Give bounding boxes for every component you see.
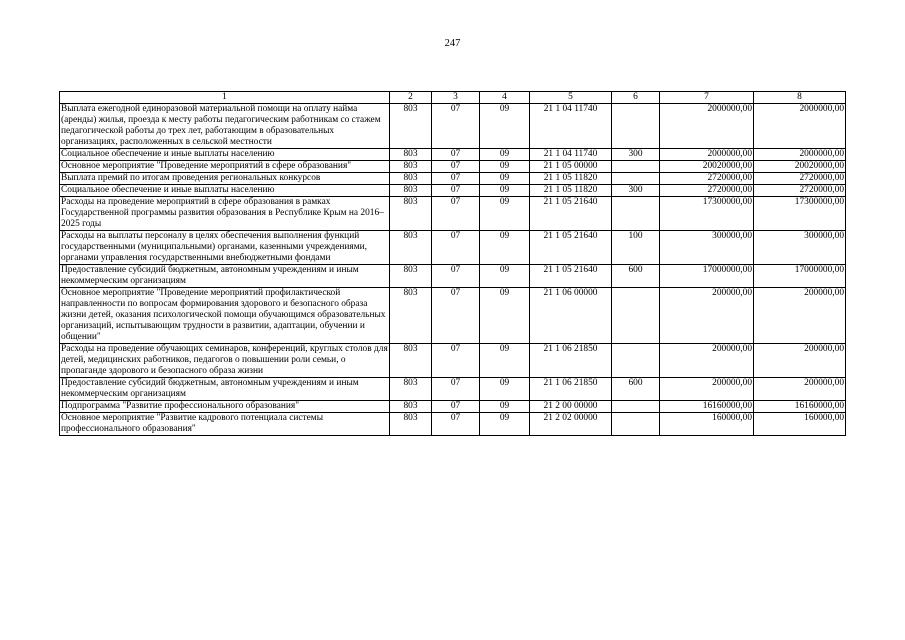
amount-cell: 20020000,00 — [660, 161, 754, 173]
row-label: Предоставление субсидий бюджетным, автономным учреждениям и иным некоммерческим организациям — [60, 265, 390, 288]
amount-cell: 2720000,00 — [660, 185, 754, 197]
amount-cell: 160000,00 — [754, 413, 846, 436]
admin-code-cell: 803 — [390, 161, 432, 173]
header-row — [60, 92, 846, 104]
subsection-code-cell: 09 — [480, 288, 530, 344]
admin-code-cell: 803 — [390, 185, 432, 197]
row-label: Основное мероприятие "Проведение мероприятий профилактической направленности по вопросам формирования здорового и безопасного образа жизни детей, оказания психологической помощи обучающимся образовательных организаций, испытывающим трудности в развитии, адаптации, обучении и общении" — [60, 288, 390, 344]
table-row — [60, 185, 846, 197]
subsection-code-cell: 09 — [480, 173, 530, 185]
amount-cell: 200000,00 — [754, 378, 846, 401]
amount-cell: 2000000,00 — [660, 149, 754, 161]
amount-cell: 17300000,00 — [754, 197, 846, 231]
section-code-cell: 07 — [432, 378, 480, 401]
amount-cell: 2720000,00 — [754, 185, 846, 197]
section-code-cell: 07 — [432, 413, 480, 436]
section-code-cell: 07 — [432, 401, 480, 413]
target-article-cell: 21 2 02 00000 — [530, 413, 612, 436]
target-article-cell: 21 2 00 00000 — [530, 401, 612, 413]
row-label: Расходы на проведение мероприятий в сфере образования в рамках Государственной программы развития образования в Республике Крым на 2016–2025 годы — [60, 197, 390, 231]
table-row — [60, 378, 846, 401]
budget-table — [59, 91, 846, 436]
section-code-cell: 07 — [432, 104, 480, 149]
table-row — [60, 149, 846, 161]
header-cell: 4 — [480, 92, 530, 104]
row-label: Основное мероприятие "Проведение мероприятий в сфере образования" — [60, 161, 390, 173]
table-row — [60, 401, 846, 413]
target-article-cell: 21 1 05 21640 — [530, 197, 612, 231]
section-code-cell: 07 — [432, 231, 480, 265]
amount-cell: 200000,00 — [660, 378, 754, 401]
row-label: Расходы на выплаты персоналу в целях обеспечения выполнения функций государственными (муниципальными) органами, казенными учреждениями, органами управления государственными внебюджетными фондами — [60, 231, 390, 265]
amount-cell: 200000,00 — [754, 344, 846, 378]
subsection-code-cell: 09 — [480, 401, 530, 413]
amount-cell: 20020000,00 — [754, 161, 846, 173]
header-cell: 3 — [432, 92, 480, 104]
admin-code-cell: 803 — [390, 344, 432, 378]
admin-code-cell: 803 — [390, 401, 432, 413]
expense-type-cell: 300 — [612, 149, 660, 161]
admin-code-cell: 803 — [390, 231, 432, 265]
expense-type-cell — [612, 161, 660, 173]
subsection-code-cell: 09 — [480, 185, 530, 197]
amount-cell: 160000,00 — [660, 413, 754, 436]
subsection-code-cell: 09 — [480, 344, 530, 378]
table-row — [60, 413, 846, 436]
amount-cell: 16160000,00 — [660, 401, 754, 413]
admin-code-cell: 803 — [390, 288, 432, 344]
row-label: Основное мероприятие "Развитие кадрового потенциала системы профессионального образования" — [60, 413, 390, 436]
amount-cell: 300000,00 — [660, 231, 754, 265]
table-row — [60, 288, 846, 344]
row-label: Расходы на проведение обучающих семинаров, конференций, круглых столов для детей, медицинских работников, педагогов о повышении роли семьи, о пропаганде здорового и безопасного образа жизни — [61, 344, 388, 376]
expense-type-cell: 300 — [612, 185, 660, 197]
row-label: Предоставление субсидий бюджетным, автономным учреждениям и иным некоммерческим организациям — [60, 378, 390, 401]
target-article-cell: 21 1 06 21850 — [530, 378, 612, 401]
section-code-cell: 07 — [432, 161, 480, 173]
section-code-cell: 07 — [432, 173, 480, 185]
subsection-code-cell: 09 — [480, 265, 530, 288]
amount-cell: 16160000,00 — [754, 401, 846, 413]
admin-code-cell: 803 — [390, 197, 432, 231]
header-cell: 1 — [60, 92, 390, 104]
header-cell: 7 — [660, 92, 754, 104]
subsection-code-cell: 09 — [480, 197, 530, 231]
expense-type-cell — [612, 173, 660, 185]
amount-cell: 200000,00 — [660, 344, 754, 378]
header-cell: 2 — [390, 92, 432, 104]
admin-code-cell: 803 — [390, 173, 432, 185]
expense-type-cell: 600 — [612, 265, 660, 288]
amount-cell: 300000,00 — [754, 231, 846, 265]
target-article-cell: 21 1 04 11740 — [530, 104, 612, 149]
table-row — [60, 197, 846, 231]
amount-cell: 200000,00 — [754, 288, 846, 344]
target-article-cell: 21 1 04 11740 — [530, 149, 612, 161]
expense-type-cell — [612, 104, 660, 149]
amount-cell: 2000000,00 — [660, 104, 754, 149]
amount-cell: 17000000,00 — [754, 265, 846, 288]
table-row — [60, 173, 846, 185]
target-article-cell: 21 1 05 11820 — [530, 173, 612, 185]
expense-type-cell — [612, 344, 660, 378]
section-code-cell: 07 — [432, 288, 480, 344]
expense-type-cell — [612, 413, 660, 436]
row-label: Социальное обеспечение и иные выплаты населению — [60, 185, 390, 197]
target-article-cell: 21 1 05 21640 — [530, 265, 612, 288]
amount-cell: 2720000,00 — [660, 173, 754, 185]
target-article-cell: 21 1 05 11820 — [530, 185, 612, 197]
table-row — [60, 344, 846, 378]
subsection-code-cell: 09 — [480, 104, 530, 149]
header-cell: 6 — [612, 92, 660, 104]
target-article-cell: 21 1 05 21640 — [530, 231, 612, 265]
amount-cell: 17000000,00 — [660, 265, 754, 288]
subsection-code-cell: 09 — [480, 161, 530, 173]
target-article-cell: 21 1 06 00000 — [530, 288, 612, 344]
subsection-code-cell: 09 — [480, 378, 530, 401]
expense-type-cell — [612, 401, 660, 413]
admin-code-cell: 803 — [390, 265, 432, 288]
row-label: Социальное обеспечение и иные выплаты населению — [60, 149, 390, 161]
header-cell: 8 — [754, 92, 846, 104]
admin-code-cell: 803 — [390, 149, 432, 161]
subsection-code-cell: 09 — [480, 413, 530, 436]
admin-code-cell: 803 — [390, 378, 432, 401]
row-label: Выплата ежегодной единоразовой материальной помощи на оплату найма (аренды) жилья, проезда к месту работы педагогическим работникам со стажем педагогической работы до трех лет, работающим в образовательных организациях, расположенных в сельской местности — [60, 104, 390, 149]
table-row — [60, 265, 846, 288]
admin-code-cell: 803 — [390, 413, 432, 436]
row-label: Выплата премий по итогам проведения региональных конкурсов — [60, 173, 390, 185]
target-article-cell: 21 1 05 00000 — [530, 161, 612, 173]
admin-code-cell: 803 — [390, 104, 432, 149]
amount-cell: 2000000,00 — [754, 149, 846, 161]
table-row — [60, 231, 846, 265]
amount-cell: 2000000,00 — [754, 104, 846, 149]
expense-type-cell: 600 — [612, 378, 660, 401]
amount-cell: 17300000,00 — [660, 197, 754, 231]
section-code-cell: 07 — [432, 265, 480, 288]
section-code-cell: 07 — [432, 149, 480, 161]
subsection-code-cell: 09 — [480, 149, 530, 161]
page-number: 247 — [444, 38, 461, 49]
expense-type-cell — [612, 288, 660, 344]
section-code-cell: 07 — [432, 197, 480, 231]
table-row — [60, 161, 846, 173]
section-code-cell: 07 — [432, 185, 480, 197]
header-cell: 5 — [530, 92, 612, 104]
section-code-cell: 07 — [432, 344, 480, 378]
amount-cell: 200000,00 — [660, 288, 754, 344]
amount-cell: 2720000,00 — [754, 173, 846, 185]
row-label: Подпрограмма "Развитие профессионального образования" — [60, 401, 390, 413]
table-body — [60, 104, 846, 436]
target-article-cell: 21 1 06 21850 — [530, 344, 612, 378]
expense-type-cell — [612, 197, 660, 231]
subsection-code-cell: 09 — [480, 231, 530, 265]
expense-type-cell: 100 — [612, 231, 660, 265]
table-row — [60, 104, 846, 149]
